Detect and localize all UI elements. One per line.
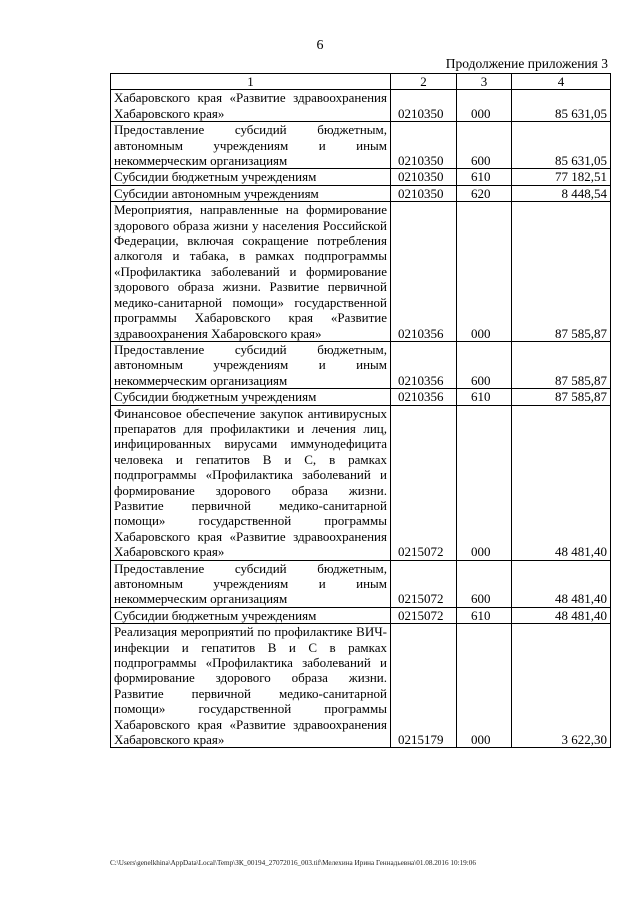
row-description: Субсидии бюджетным учреждениям	[111, 389, 391, 405]
table-row	[111, 185, 611, 201]
header-col-4: 4	[512, 74, 611, 90]
header-col-3: 3	[457, 74, 512, 90]
row-description: Предоставление субсидий бюджетным, автономным учреждениям и иным некоммерческим организациям	[111, 560, 391, 607]
row-amount: 87 585,87	[512, 341, 611, 388]
row-description: Субсидии бюджетным учреждениям	[111, 607, 391, 623]
row-amount: 8 448,54	[512, 185, 611, 201]
table-row	[111, 607, 611, 623]
row-expense-type: 600	[457, 122, 512, 169]
table-row	[111, 405, 611, 560]
row-target-code: 0210350	[391, 90, 457, 122]
row-target-code: 0210356	[391, 389, 457, 405]
footer-file-path: C:\Users\genelkhina\AppData\Local\Temp\ЗК_00194_27072016_003.tif\Мелехина Ирина Геннадьевна\01.08.2016 10:19:06	[110, 859, 476, 867]
row-target-code: 0210356	[391, 341, 457, 388]
row-target-code: 0215072	[391, 607, 457, 623]
row-target-code: 0210356	[391, 202, 457, 342]
row-expense-type: 610	[457, 607, 512, 623]
row-expense-type: 000	[457, 90, 512, 122]
row-target-code: 0210350	[391, 122, 457, 169]
table-row	[111, 122, 611, 169]
row-amount: 3 622,30	[512, 624, 611, 748]
appendix-continuation-label: Продолжение приложения 3	[445, 56, 608, 71]
budget-table	[110, 73, 611, 748]
table-row	[111, 90, 611, 122]
row-expense-type: 620	[457, 185, 512, 201]
header-col-2: 2	[391, 74, 457, 90]
table-row	[111, 169, 611, 185]
page-number: 6	[316, 38, 324, 53]
row-expense-type: 610	[457, 169, 512, 185]
row-target-code: 0215072	[391, 405, 457, 560]
row-amount: 87 585,87	[512, 389, 611, 405]
table-row	[111, 560, 611, 607]
row-expense-type: 000	[457, 624, 512, 748]
row-expense-type: 000	[457, 405, 512, 560]
row-target-code: 0215072	[391, 560, 457, 607]
row-amount: 48 481,40	[512, 405, 611, 560]
row-description: Субсидии бюджетным учреждениям	[111, 169, 391, 185]
row-target-code: 0215179	[391, 624, 457, 748]
row-expense-type: 600	[457, 560, 512, 607]
row-amount: 48 481,40	[512, 560, 611, 607]
row-expense-type: 000	[457, 202, 512, 342]
row-expense-type: 610	[457, 389, 512, 405]
row-description: Реализация мероприятий по профилактике ВИЧ-инфекции и гепатитов B и C в рамках подпрограммы «Профилактика заболеваний и формирование здорового образа жизни. Развитие первичной медико-санитарной помощи» государственной программы Хабаровского края «Развитие здравоохранения Хабаровского края»	[111, 624, 391, 748]
row-amount: 85 631,05	[512, 90, 611, 122]
row-description: Субсидии автономным учреждениям	[111, 185, 391, 201]
row-target-code: 0210350	[391, 185, 457, 201]
row-target-code: 0210350	[391, 169, 457, 185]
table-row	[111, 624, 611, 748]
row-amount: 85 631,05	[512, 122, 611, 169]
row-description: Финансовое обеспечение закупок антивирусных препаратов для профилактики и лечения лиц, инфицированных вирусами иммунодефицита человека и гепатитов B и C, в рамках подпрограммы «Профилактика заболеваний и формирование здорового образа жизни. Развитие первичной медико-санитарной помощи» государственной программы Хабаровского края «Развитие здравоохранения Хабаровского края»	[111, 405, 391, 560]
row-amount: 77 182,51	[512, 169, 611, 185]
row-expense-type: 600	[457, 341, 512, 388]
header-col-1: 1	[111, 74, 391, 90]
table-header-row	[111, 74, 611, 90]
row-description: Предоставление субсидий бюджетным, автономным учреждениям и иным некоммерческим организациям	[111, 122, 391, 169]
table-row	[111, 341, 611, 388]
table-row	[111, 389, 611, 405]
row-description: Мероприятия, направленные на формирование здорового образа жизни у населения Российской Федерации, включая сокращение потребления алкоголя и табака, в рамках подпрограммы «Профилактика заболеваний и формирование здорового образа жизни. Развитие первичной медико-санитарной помощи» государственной программы Хабаровского края «Развитие здравоохранения Хабаровского края»	[111, 202, 391, 342]
table-row	[111, 202, 611, 342]
row-amount: 48 481,40	[512, 607, 611, 623]
row-amount: 87 585,87	[512, 202, 611, 342]
row-description: Хабаровского края «Развитие здравоохранения Хабаровского края»	[111, 90, 391, 122]
row-description: Предоставление субсидий бюджетным, автономным учреждениям и иным некоммерческим организациям	[111, 341, 391, 388]
